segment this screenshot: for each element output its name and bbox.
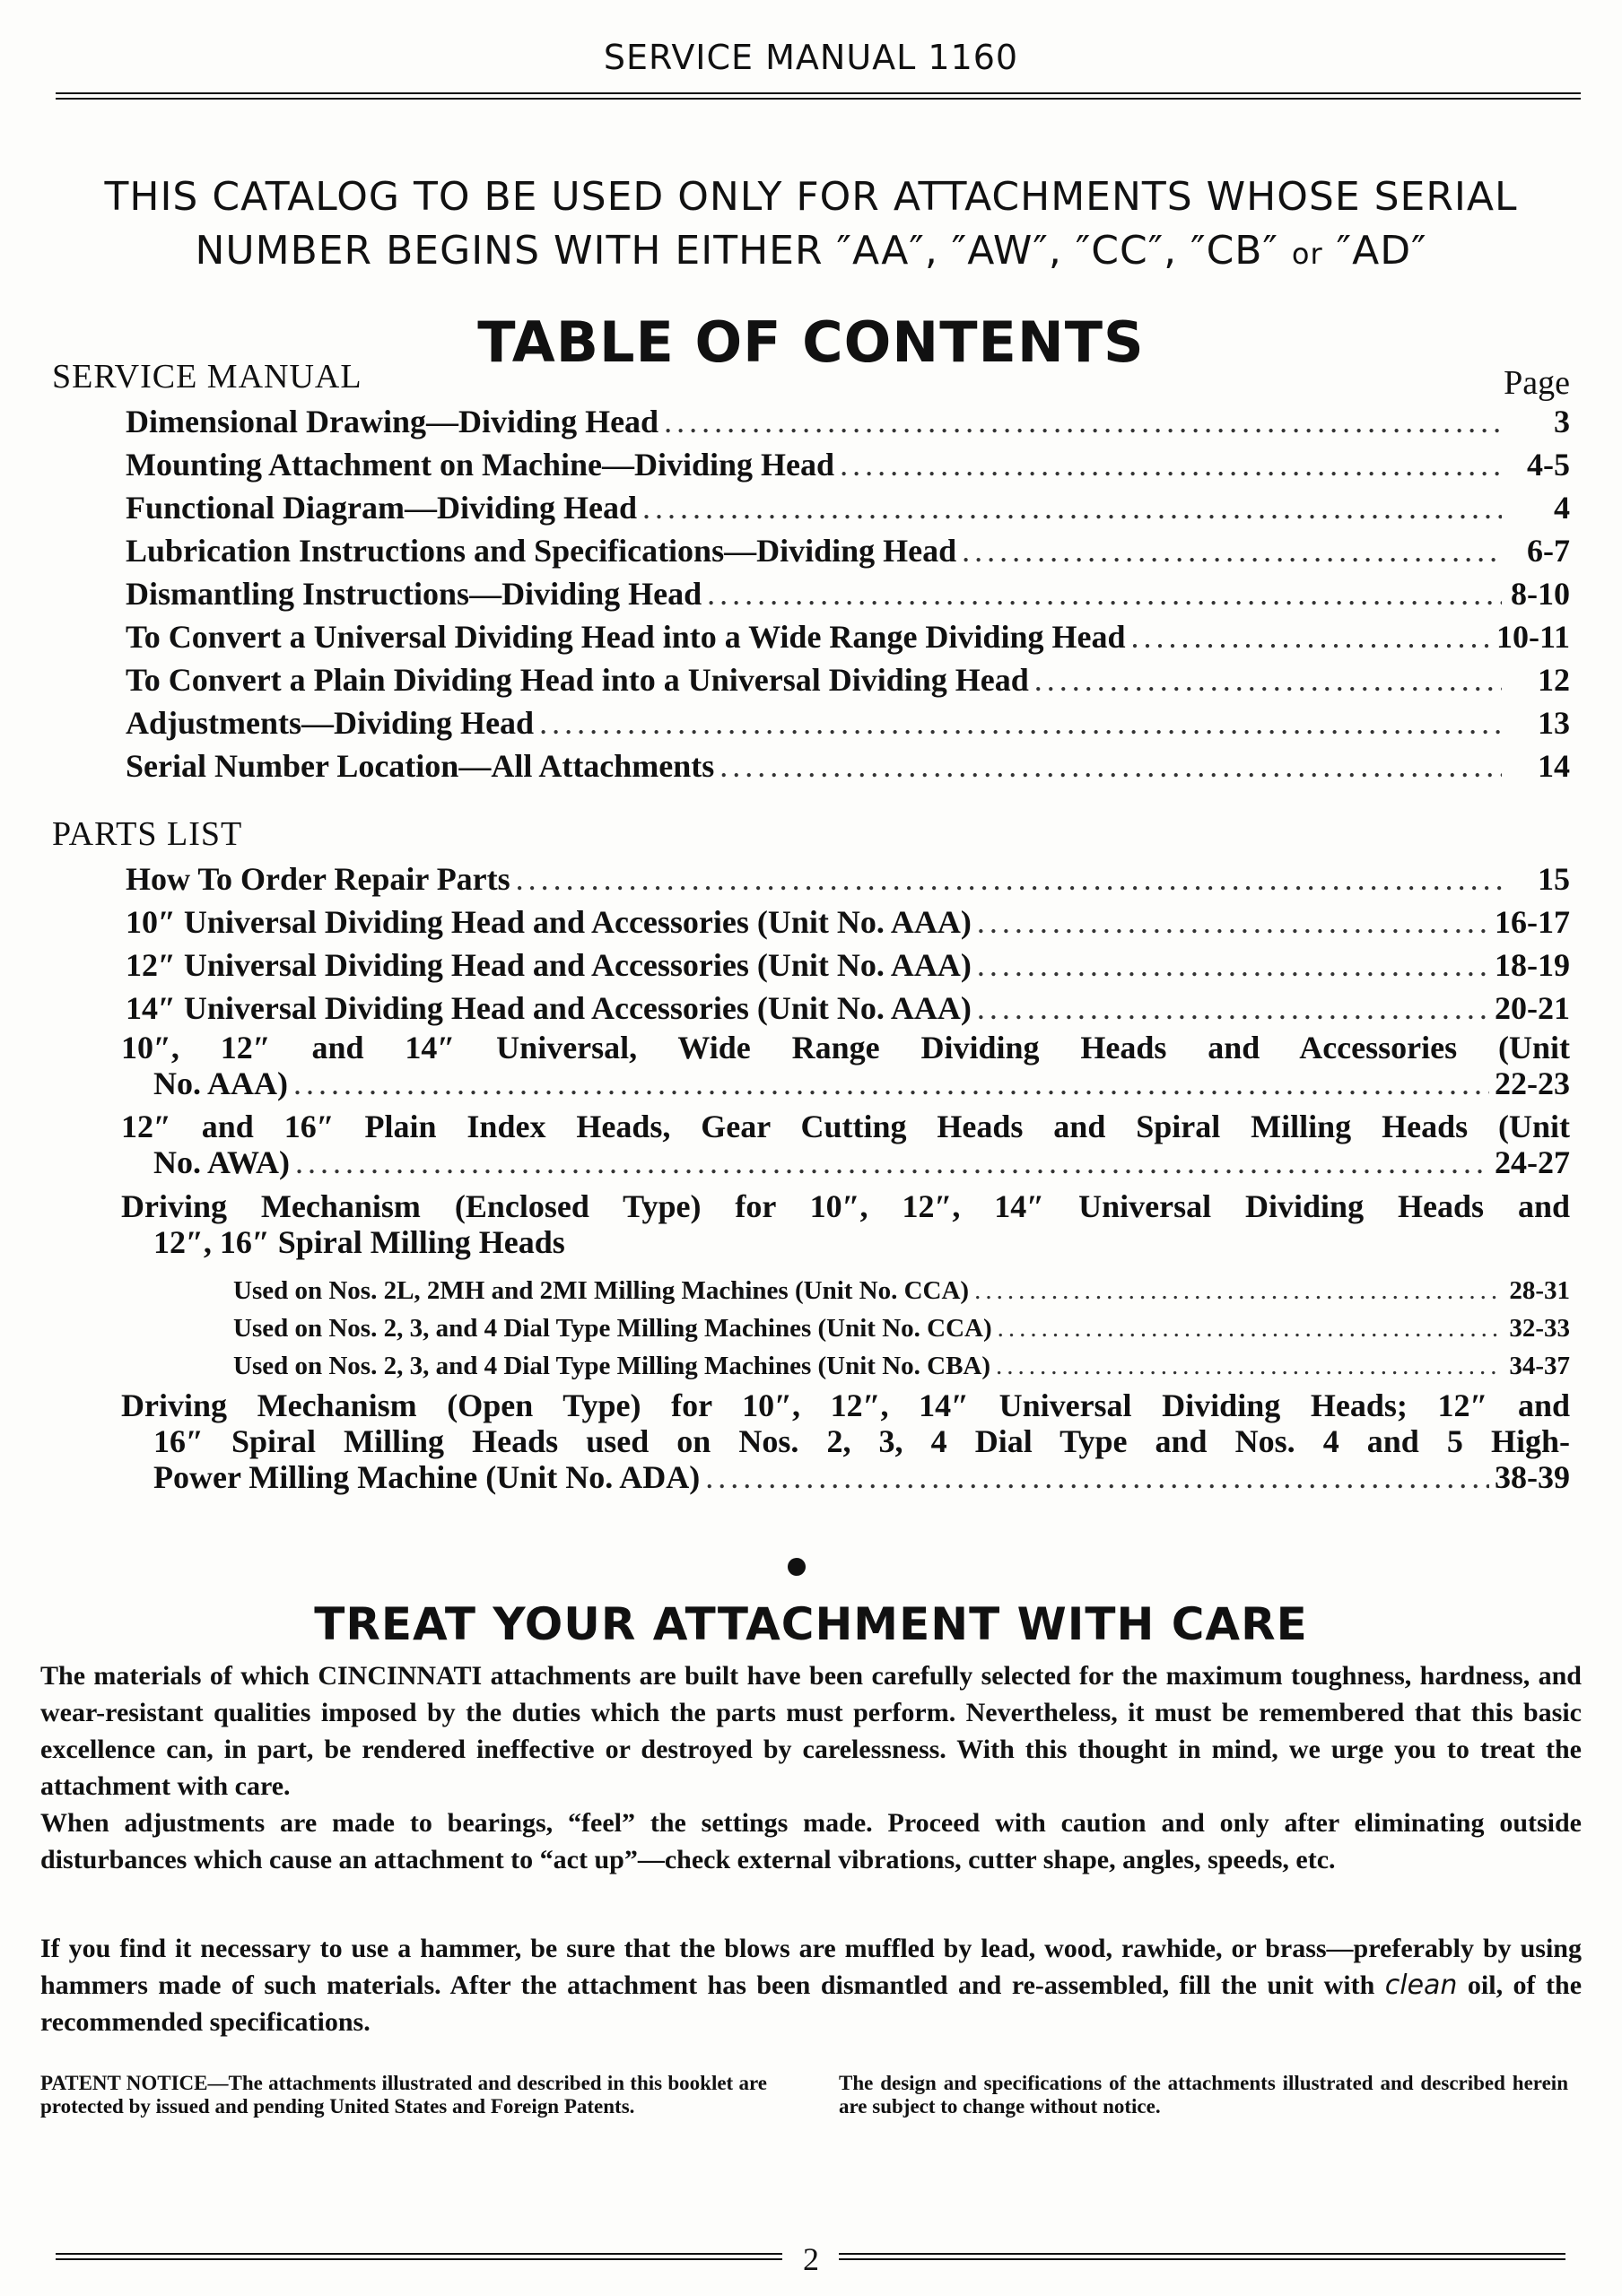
toc-entry[interactable] xyxy=(126,987,1570,1030)
leader-dots xyxy=(516,857,1502,900)
running-head: SERVICE MANUAL 1160 xyxy=(603,38,1019,77)
leader-dots xyxy=(998,1309,1502,1347)
leader-dots xyxy=(996,1347,1502,1385)
leader-dots xyxy=(719,744,1502,787)
toc-entry-title: 10″ Universal Dividing Head and Accessories (Unit No. AAA) xyxy=(126,904,972,940)
toc-title: TABLE OF CONTENTS xyxy=(477,309,1145,375)
toc-entry-title: 12″ Universal Dividing Head and Accessories (Unit No. AAA) xyxy=(126,947,972,983)
toc-entry-page: 24-27 xyxy=(1495,1144,1570,1180)
catalog-notice-last-prefix: ″AD″ xyxy=(1336,228,1427,274)
catalog-notice-or: or xyxy=(1291,237,1323,271)
toc-entry-page: 6-7 xyxy=(1527,533,1570,569)
leader-dots xyxy=(295,1144,1489,1180)
toc-entry-page: 38-39 xyxy=(1495,1459,1570,1495)
toc-entry-title: Used on Nos. 2L, 2MH and 2MI Milling Machines (Unit No. CCA) xyxy=(233,1276,970,1305)
toc-entry-page: 13 xyxy=(1538,705,1570,741)
toc-entry-enclosed-drive[interactable] xyxy=(121,1188,1570,1260)
section-bullet xyxy=(788,1558,806,1576)
toc-entry-line: 12″ and 16″ Plain Index Heads, Gear Cutting Heads and Spiral Milling Heads (Unit xyxy=(121,1109,1570,1144)
toc-entry-line: No. AAA) xyxy=(153,1065,288,1101)
toc-entry[interactable] xyxy=(126,529,1570,572)
toc-entry[interactable] xyxy=(126,658,1570,701)
toc-entry-line: Driving Mechanism (Open Type) for 10″, 12″, 14″ Universal Dividing Heads; 12″ and xyxy=(121,1387,1570,1423)
toc-sub-entry[interactable] xyxy=(233,1272,1570,1309)
toc-entry-page: 15 xyxy=(1538,861,1570,897)
page-number: 2 xyxy=(803,2241,819,2277)
care-paragraph xyxy=(40,1930,1582,2040)
toc-entry[interactable] xyxy=(126,400,1570,443)
toc-entry-page: 8-10 xyxy=(1511,576,1570,612)
toc-entry[interactable] xyxy=(126,443,1570,486)
header-rule xyxy=(56,92,1581,100)
toc-entry-page: 18-19 xyxy=(1495,947,1570,983)
care-paragraph: When adjustments are made to bearings, “feel” the settings made. Proceed with caution and only after eliminating outside disturbances which cause an attachment to “act up”—check external vibrations, cutter shape, angles, speeds, etc. xyxy=(40,1808,1582,1874)
leader-dots xyxy=(977,900,1489,944)
toc-entry-page: 4-5 xyxy=(1527,447,1570,483)
toc-entry-line: Driving Mechanism (Enclosed Type) for 10″, 12″, 14″ Universal Dividing Heads and xyxy=(121,1188,1570,1224)
toc-entry-title: Used on Nos. 2, 3, and 4 Dial Type Milling Machines (Unit No. CCA) xyxy=(233,1314,992,1343)
leader-dots xyxy=(293,1065,1489,1101)
toc-entry-title: Used on Nos. 2, 3, and 4 Dial Type Milling Machines (Unit No. CBA) xyxy=(233,1352,991,1380)
toc-entry-wide-range[interactable] xyxy=(121,1030,1570,1101)
leader-dots xyxy=(840,443,1502,486)
toc-entry[interactable] xyxy=(126,900,1570,944)
leader-dots xyxy=(539,701,1502,744)
toc-entry-title: Dismantling Instructions—Dividing Head xyxy=(126,576,702,612)
leader-dots xyxy=(962,529,1502,572)
service-manual-heading: SERVICE MANUAL xyxy=(52,358,362,396)
toc-entry-page: 4 xyxy=(1554,490,1570,526)
leader-dots xyxy=(974,1272,1502,1309)
care-title: TREAT YOUR ATTACHMENT WITH CARE xyxy=(314,1598,1308,1650)
toc-entry-line: 12″, 16″ Spiral Milling Heads xyxy=(153,1224,565,1260)
leader-dots xyxy=(977,944,1489,987)
toc-entry-title: Lubrication Instructions and Specifications—Dividing Head xyxy=(126,533,957,569)
toc-entry-title: 14″ Universal Dividing Head and Accessories (Unit No. AAA) xyxy=(126,990,972,1026)
toc-entry-page: 16-17 xyxy=(1495,904,1570,940)
toc-entry-page: 32-33 xyxy=(1509,1314,1570,1343)
service-manual-list xyxy=(126,400,1570,787)
patent-notice: PATENT NOTICE—The attachments illustrated and described in this booklet are protected by issued and pending United States and Foreign Patents. xyxy=(40,2072,767,2118)
toc-entry-title: To Convert a Plain Dividing Head into a Universal Dividing Head xyxy=(126,662,1029,698)
toc-entry[interactable] xyxy=(126,486,1570,529)
catalog-notice-prefixes: NUMBER BEGINS WITH EITHER ″AA″, ″AW″, ″CC″, ″CB″ xyxy=(195,228,1278,274)
toc-entry-title: How To Order Repair Parts xyxy=(126,861,510,897)
toc-entry-title: Functional Diagram—Dividing Head xyxy=(126,490,638,526)
toc-entry[interactable] xyxy=(126,615,1570,658)
toc-entry-page: 14 xyxy=(1538,748,1570,784)
parts-list-list xyxy=(126,857,1570,1030)
toc-entry-page: 3 xyxy=(1554,404,1570,439)
toc-entry[interactable] xyxy=(126,572,1570,615)
toc-entry-title: Serial Number Location—All Attachments xyxy=(126,748,715,784)
toc-entry-line: No. AWA) xyxy=(153,1144,291,1180)
care-paragraph-text: If you find it necessary to use a hammer, be sure that the blows are muffled by lead, wood, rawhide, or brass—preferably by using hammers made of such materials. After the attachment has been dismantled and re-assembled, fill the unit with xyxy=(40,1934,1582,2000)
toc-entry[interactable] xyxy=(126,701,1570,744)
parts-list-heading: PARTS LIST xyxy=(52,815,243,853)
leader-dots xyxy=(642,486,1502,529)
design-notice: The design and specifications of the attachments illustrated and described herein are subject to change without notice. xyxy=(839,2072,1568,2118)
toc-entry[interactable] xyxy=(126,944,1570,987)
leader-dots xyxy=(977,987,1489,1030)
toc-entry-page: 34-37 xyxy=(1509,1352,1570,1380)
toc-entry-title: To Convert a Universal Dividing Head into a Wide Range Dividing Head xyxy=(126,619,1126,655)
toc-entry-page: 22-23 xyxy=(1495,1065,1570,1101)
toc-entry[interactable] xyxy=(126,857,1570,900)
toc-entry-title: Mounting Attachment on Machine—Dividing Head xyxy=(126,447,835,483)
catalog-notice-line-1: THIS CATALOG TO BE USED ONLY FOR ATTACHMENTS WHOSE SERIAL xyxy=(104,174,1518,220)
catalog-notice xyxy=(0,170,1622,281)
page-column-label: Page xyxy=(1504,364,1570,402)
toc-entry-page: 12 xyxy=(1538,662,1570,698)
footer-rule-right xyxy=(839,2253,1565,2260)
enclosed-drive-sub-list xyxy=(233,1272,1570,1385)
toc-sub-entry[interactable] xyxy=(233,1309,1570,1347)
toc-entry-page: 10-11 xyxy=(1496,619,1570,655)
toc-entry-line: Power Milling Machine (Unit No. ADA) xyxy=(153,1459,701,1495)
toc-entry-page: 20-21 xyxy=(1495,990,1570,1026)
toc-entry-line: 10″, 12″ and 14″ Universal, Wide Range Dividing Heads and Accessories (Unit xyxy=(121,1030,1570,1065)
leader-dots xyxy=(705,1459,1489,1495)
toc-entry-plain-index[interactable] xyxy=(121,1109,1570,1180)
leader-dots xyxy=(707,572,1502,615)
toc-entry-open-drive[interactable] xyxy=(121,1387,1570,1495)
care-paragraph: The materials of which CINCINNATI attachments are built have been carefully selected for the maximum toughness, hardness, and wear-resistant qualities imposed by the duties which the parts must perform. Nevertheless, it must be remembered that this basic excellence can, in part, be rendered ineffective or destroyed by carelessness. With this thought in mind, we urge you to treat the attachment with care. xyxy=(40,1661,1582,1801)
toc-entry-line: 16″ Spiral Milling Heads used on Nos. 2, 3, 4 Dial Type and Nos. 4 and 5 High- xyxy=(153,1423,1570,1459)
leader-dots xyxy=(1130,615,1491,658)
leader-dots xyxy=(1034,658,1502,701)
toc-entry-page: 28-31 xyxy=(1509,1276,1570,1305)
catalog-notice-line-2 xyxy=(0,224,1622,281)
emphasis-word: clean xyxy=(1384,1970,1458,2001)
care-paragraph-text: oil, of the recommended specifications. xyxy=(40,1970,1583,2037)
toc-entry-title: Dimensional Drawing—Dividing Head xyxy=(126,404,659,439)
toc-entry-title: Adjustments—Dividing Head xyxy=(126,705,535,741)
toc-sub-entry[interactable] xyxy=(233,1347,1570,1385)
leader-dots xyxy=(664,400,1502,443)
toc-entry[interactable] xyxy=(126,744,1570,787)
